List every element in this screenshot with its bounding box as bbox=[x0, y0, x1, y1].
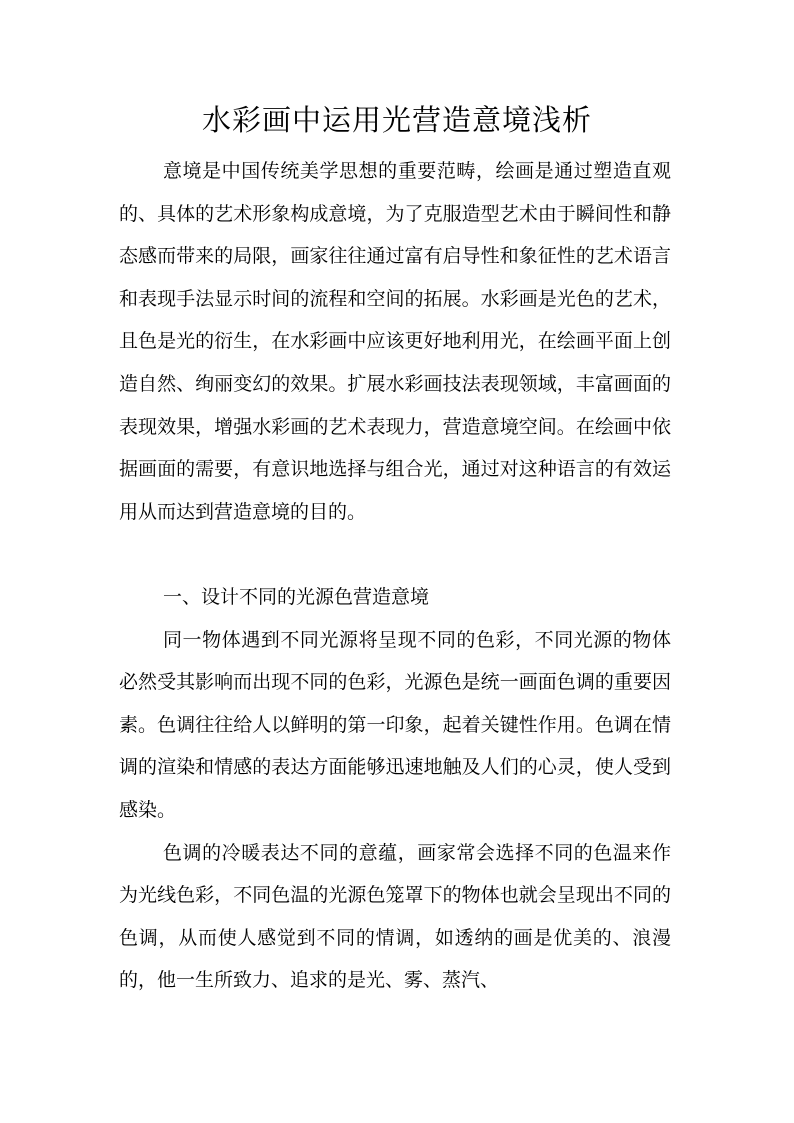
section-paragraph-1: 同一物体遇到不同光源将呈现不同的色彩，不同光源的物体必然受其影响而出现不同的色彩，光源色是统一画面色调的重要因素。色调往往给人以鲜明的第一印象，起着关键性作用。色调在情调的渲染和情感的表达方面能够迅速地触及人们的心灵，使人受到感染。 bbox=[119, 628, 671, 821]
document-body bbox=[119, 150, 671, 1002]
section-paragraph-2: 色调的冷暖表达不同的意蕴，画家常会选择不同的色温来作为光线色彩，不同色温的光源色笼罩下的物体也就会呈现出不同的色调，从而使人感觉到不同的情调，如透纳的画是优美的、浪漫的，他一生所致力、追求的是光、雾、蒸汽、 bbox=[119, 841, 671, 992]
section-spacer bbox=[119, 533, 671, 576]
page-title: 水彩画中运用光营造意境浅析 bbox=[201, 103, 592, 137]
intro-paragraph: 意境是中国传统美学思想的重要范畴，绘画是通过塑造直观的、具体的艺术形象构成意境，为了克服造型艺术由于瞬间性和静态感而带来的局限，画家往往通过富有启导性和象征性的艺术语言和表现手法显示时间的流程和空间的拓展。水彩画是光色的艺术，且色是光的衍生，在水彩画中应该更好地利用光，在绘画平面上创造自然、绚丽变幻的效果。扩展水彩画技法表现领域，丰富画面的表现效果，增强水彩画的艺术表现力，营造意境空间。在绘画中依据画面的需要，有意识地选择与组合光，通过对这种语言的有效运用从而达到营造意境的目的。 bbox=[119, 160, 671, 523]
section-heading: 一、设计不同的光源色营造意境 bbox=[163, 585, 430, 608]
